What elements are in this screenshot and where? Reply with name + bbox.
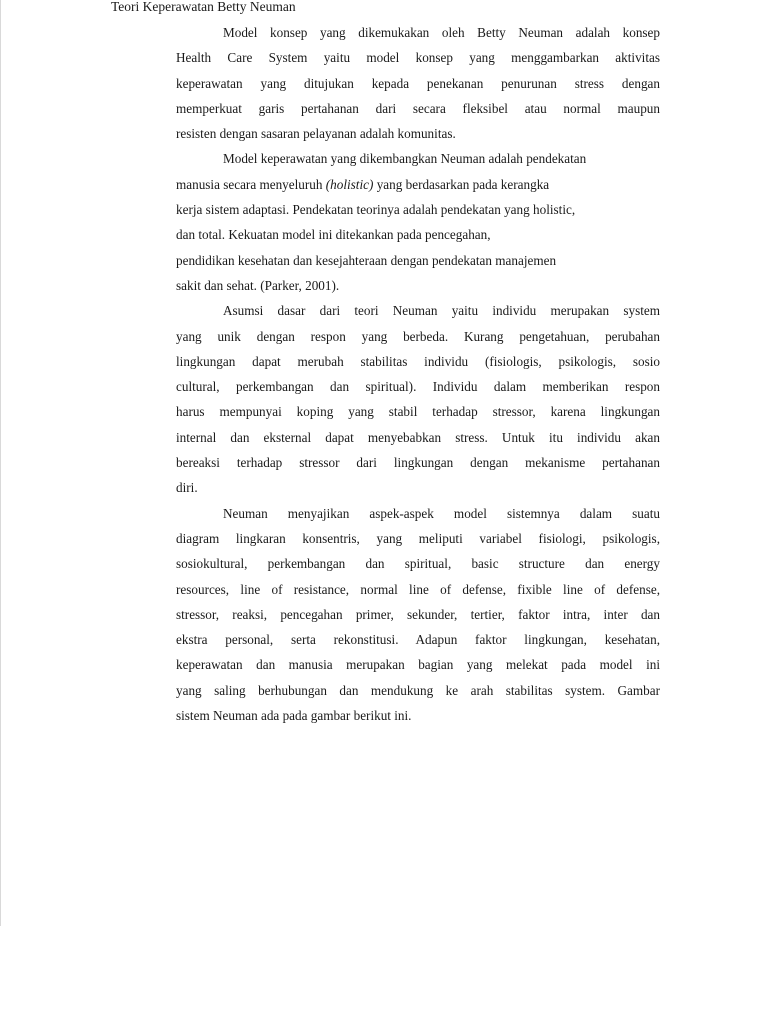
text-line: keperawatan dan manusia merupakan bagian yang melekat pada model ini (176, 657, 660, 673)
paragraph (176, 20, 660, 146)
text-line: Model konsep yang dikemukakan oleh Betty Neuman adalah konsep (223, 25, 660, 40)
text-line: bereaksi terhadap stressor dari lingkungan dengan mekanisme pertahanan (176, 455, 660, 471)
italic-term: (holistic) (325, 176, 374, 192)
text-line: Model keperawatan yang dikembangkan Neuman adalah pendekatan (223, 151, 587, 167)
text-line: lingkungan dapat merubah stabilitas individu (fisiologis, psikologis, sosio (176, 353, 660, 369)
text-line: yang unik dengan respon yang berbeda. Kurang pengetahuan, perubahan (176, 328, 660, 344)
text-line: diri. (176, 480, 198, 496)
text-line: Neuman menyajikan aspek-aspek model sistemnya dalam suatu (223, 505, 660, 521)
text-line: yang saling berhubungan dan mendukung ke arah stabilitas system. Gambar (176, 682, 660, 698)
document-heading: Teori Keperawatan Betty Neuman (111, 0, 296, 14)
text-line: cultural, perkembangan dan spiritual). Individu dalam memberikan respon (176, 379, 660, 395)
text-line: ekstra personal, serta rekonstitusi. Adapun faktor lingkungan, kesehatan, (176, 632, 660, 648)
text-segment: manusia secara menyeluruh (176, 176, 326, 192)
text-line: sosiokultural, perkembangan dan spiritual, basic structure dan energy (176, 556, 660, 572)
text-line: diagram lingkaran konsentris, yang meliputi variabel fisiologi, psikologis, (176, 530, 660, 546)
document-body (176, 20, 660, 728)
text-line (176, 172, 660, 197)
paragraph (176, 298, 660, 500)
text-line: Health Care System yaitu model konsep yang menggambarkan aktivitas (176, 50, 660, 66)
text-line: dan total. Kekuatan model ini ditekankan pada pencegahan, (176, 227, 491, 243)
text-segment: yang berdasarkan pada kerangka (373, 176, 550, 192)
text-line: pendidikan kesehatan dan kesejahteraan dengan pendekatan manajemen (176, 252, 557, 268)
paragraph (176, 146, 660, 298)
text-line: harus mempunyai koping yang stabil terhadap stressor, karena lingkungan (176, 404, 660, 420)
text-line: memperkuat garis pertahanan dari secara fleksibel atau normal maupun (176, 100, 660, 116)
text-line: kerja sistem adaptasi. Pendekatan teorinya adalah pendekatan yang holistic, (176, 202, 576, 218)
text-line: sistem Neuman ada pada gambar berikut ini. (176, 708, 412, 724)
text-line: internal dan eksternal dapat menyebabkan stress. Untuk itu individu akan (176, 429, 660, 445)
text-line: resources, line of resistance, normal line of defense, fixible line of defense, (176, 581, 660, 597)
text-line: stressor, reaksi, pencegahan primer, sekunder, tertier, faktor intra, inter dan (176, 606, 660, 622)
text-line: sakit dan sehat. (Parker, 2001). (176, 277, 340, 293)
text-line: Asumsi dasar dari teori Neuman yaitu individu merupakan system (223, 303, 660, 319)
paragraph (176, 501, 660, 729)
text-line: keperawatan yang ditujukan kepada penekanan penurunan stress dengan (176, 75, 660, 91)
text-line: resisten dengan sasaran pelayanan adalah komunitas. (176, 126, 456, 142)
